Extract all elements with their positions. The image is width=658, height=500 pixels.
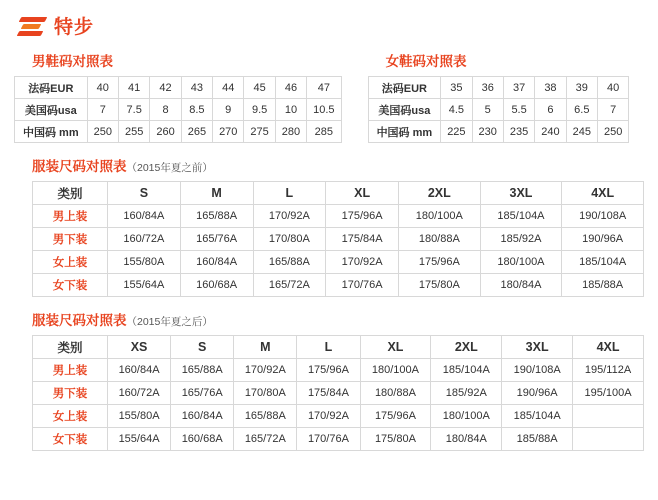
cell: 38	[535, 77, 566, 99]
cell: 170/76A	[326, 274, 399, 297]
row-header: 男上装	[33, 359, 108, 382]
cell: 7	[597, 99, 628, 121]
cell: 255	[118, 121, 149, 143]
womens-shoe-title: 女鞋码对照表	[385, 54, 467, 69]
cell: 160/84A	[180, 251, 253, 274]
cell: 175/96A	[360, 405, 431, 428]
cell: 180/100A	[480, 251, 562, 274]
cell: 185/104A	[562, 251, 644, 274]
cell: 195/100A	[573, 382, 644, 405]
row-header: 中国码 mm	[368, 121, 441, 143]
table-row	[368, 99, 629, 121]
cell: 185/104A	[431, 359, 502, 382]
col-header: XS	[108, 336, 171, 359]
cell-empty	[573, 405, 644, 428]
col-header: 3XL	[480, 182, 562, 205]
cell: 230	[472, 121, 503, 143]
cell: 8	[150, 99, 181, 121]
col-header: XL	[360, 336, 431, 359]
cell: 39	[566, 77, 597, 99]
cell: 190/108A	[502, 359, 573, 382]
shoe-size-section	[14, 50, 644, 143]
table-row	[368, 77, 629, 99]
table-row	[33, 382, 644, 405]
col-header: S	[108, 182, 181, 205]
row-header: 男下装	[33, 382, 108, 405]
cell: 185/104A	[502, 405, 573, 428]
cell: 180/100A	[431, 405, 502, 428]
cell: 36	[472, 77, 503, 99]
table-row	[33, 359, 644, 382]
table-row	[33, 428, 644, 451]
cell: 180/100A	[360, 359, 431, 382]
col-header: 类别	[33, 336, 108, 359]
col-header: 4XL	[562, 182, 644, 205]
cell: 45	[244, 77, 275, 99]
row-header: 女下装	[33, 428, 108, 451]
cell: 165/76A	[171, 382, 234, 405]
table-row	[368, 121, 629, 143]
cell: 6	[535, 99, 566, 121]
table-row	[33, 205, 644, 228]
col-header: 类别	[33, 182, 108, 205]
cell: 7.5	[118, 99, 149, 121]
cell: 190/96A	[562, 228, 644, 251]
cell: 225	[441, 121, 472, 143]
table-row	[33, 228, 644, 251]
cell: 43	[181, 77, 212, 99]
cell: 40	[597, 77, 628, 99]
cell: 37	[503, 77, 534, 99]
cell: 170/76A	[297, 428, 360, 451]
cell: 165/88A	[171, 359, 234, 382]
cell: 46	[275, 77, 306, 99]
cell: 175/80A	[399, 274, 481, 297]
mens-shoe-table	[14, 76, 342, 143]
cell: 8.5	[181, 99, 212, 121]
cell: 170/92A	[253, 205, 326, 228]
cell: 165/72A	[234, 428, 297, 451]
cell: 155/64A	[108, 428, 171, 451]
table-row	[33, 251, 644, 274]
cell: 165/88A	[180, 205, 253, 228]
cell: 180/84A	[480, 274, 562, 297]
cell: 44	[213, 77, 244, 99]
cell: 180/100A	[399, 205, 481, 228]
row-header: 女上装	[33, 251, 108, 274]
cell: 160/84A	[108, 359, 171, 382]
cell: 270	[213, 121, 244, 143]
cell: 10	[275, 99, 306, 121]
apparel-after-table	[32, 335, 644, 451]
brand-logo	[14, 10, 644, 44]
cell: 165/88A	[234, 405, 297, 428]
cell: 170/80A	[234, 382, 297, 405]
cell: 160/68A	[171, 428, 234, 451]
cell: 160/72A	[108, 228, 181, 251]
cell: 41	[118, 77, 149, 99]
table-header-row	[33, 182, 644, 205]
cell: 180/84A	[431, 428, 502, 451]
col-header: S	[171, 336, 234, 359]
cell: 250	[87, 121, 118, 143]
cell: 265	[181, 121, 212, 143]
cell: 280	[275, 121, 306, 143]
cell: 240	[535, 121, 566, 143]
cell: 275	[244, 121, 275, 143]
col-header: 2XL	[431, 336, 502, 359]
cell: 175/96A	[297, 359, 360, 382]
col-header: M	[234, 336, 297, 359]
cell: 165/72A	[253, 274, 326, 297]
cell: 9.5	[244, 99, 275, 121]
col-header: 2XL	[399, 182, 481, 205]
col-header: 4XL	[573, 336, 644, 359]
col-header: 3XL	[502, 336, 573, 359]
cell: 175/96A	[399, 251, 481, 274]
xtep-logo-icon	[18, 16, 48, 38]
cell: 9	[213, 99, 244, 121]
cell-empty	[573, 428, 644, 451]
cell: 160/84A	[108, 205, 181, 228]
cell: 235	[503, 121, 534, 143]
cell: 42	[150, 77, 181, 99]
cell: 190/96A	[502, 382, 573, 405]
row-header: 男下装	[33, 228, 108, 251]
cell: 5	[472, 99, 503, 121]
table-row	[15, 99, 342, 121]
cell: 165/88A	[253, 251, 326, 274]
apparel-before-note: （2015年夏之前）	[126, 162, 213, 174]
col-header: M	[180, 182, 253, 205]
row-header: 美国码usa	[15, 99, 88, 121]
cell: 190/108A	[562, 205, 644, 228]
mens-shoe-block	[14, 50, 342, 143]
cell: 175/96A	[326, 205, 399, 228]
cell: 155/80A	[108, 251, 181, 274]
mens-shoe-title: 男鞋码对照表	[32, 54, 113, 69]
cell: 10.5	[307, 99, 341, 121]
cell: 185/88A	[562, 274, 644, 297]
cell: 165/76A	[180, 228, 253, 251]
row-header: 中国码 mm	[15, 121, 88, 143]
cell: 155/64A	[108, 274, 181, 297]
apparel-before-section	[14, 155, 644, 297]
cell: 245	[566, 121, 597, 143]
col-header: L	[253, 182, 326, 205]
row-header: 男上装	[33, 205, 108, 228]
cell: 170/92A	[297, 405, 360, 428]
col-header: XL	[326, 182, 399, 205]
cell: 260	[150, 121, 181, 143]
cell: 170/92A	[326, 251, 399, 274]
cell: 185/92A	[480, 228, 562, 251]
row-header: 美国码usa	[368, 99, 441, 121]
cell: 7	[87, 99, 118, 121]
cell: 185/92A	[431, 382, 502, 405]
cell: 175/84A	[326, 228, 399, 251]
cell: 160/68A	[180, 274, 253, 297]
row-header: 法码EUR	[15, 77, 88, 99]
apparel-before-title	[32, 155, 644, 175]
cell: 175/84A	[297, 382, 360, 405]
cell: 185/88A	[502, 428, 573, 451]
cell: 180/88A	[399, 228, 481, 251]
row-header: 女下装	[33, 274, 108, 297]
cell: 250	[597, 121, 628, 143]
cell: 40	[87, 77, 118, 99]
table-row	[15, 121, 342, 143]
womens-shoe-block	[368, 50, 630, 143]
cell: 155/80A	[108, 405, 171, 428]
cell: 285	[307, 121, 341, 143]
brand-name: 特步	[54, 16, 95, 38]
apparel-before-title-text: 服装尺码对照表	[32, 159, 127, 174]
apparel-after-title	[32, 309, 644, 329]
row-header: 女上装	[33, 405, 108, 428]
row-header: 法码EUR	[368, 77, 441, 99]
cell: 170/80A	[253, 228, 326, 251]
cell: 180/88A	[360, 382, 431, 405]
col-header: L	[297, 336, 360, 359]
cell: 6.5	[566, 99, 597, 121]
cell: 160/72A	[108, 382, 171, 405]
cell: 47	[307, 77, 341, 99]
cell: 4.5	[441, 99, 472, 121]
apparel-after-section	[14, 309, 644, 451]
cell: 185/104A	[480, 205, 562, 228]
apparel-after-note: （2015年夏之后）	[126, 316, 213, 328]
table-row	[33, 405, 644, 428]
womens-shoe-table	[368, 76, 630, 143]
table-row	[15, 77, 342, 99]
cell: 175/80A	[360, 428, 431, 451]
table-header-row	[33, 336, 644, 359]
cell: 160/84A	[171, 405, 234, 428]
cell: 35	[441, 77, 472, 99]
apparel-after-title-text: 服装尺码对照表	[32, 313, 127, 328]
table-row	[33, 274, 644, 297]
cell: 170/92A	[234, 359, 297, 382]
cell: 195/112A	[573, 359, 644, 382]
cell: 5.5	[503, 99, 534, 121]
apparel-before-table	[32, 181, 644, 297]
